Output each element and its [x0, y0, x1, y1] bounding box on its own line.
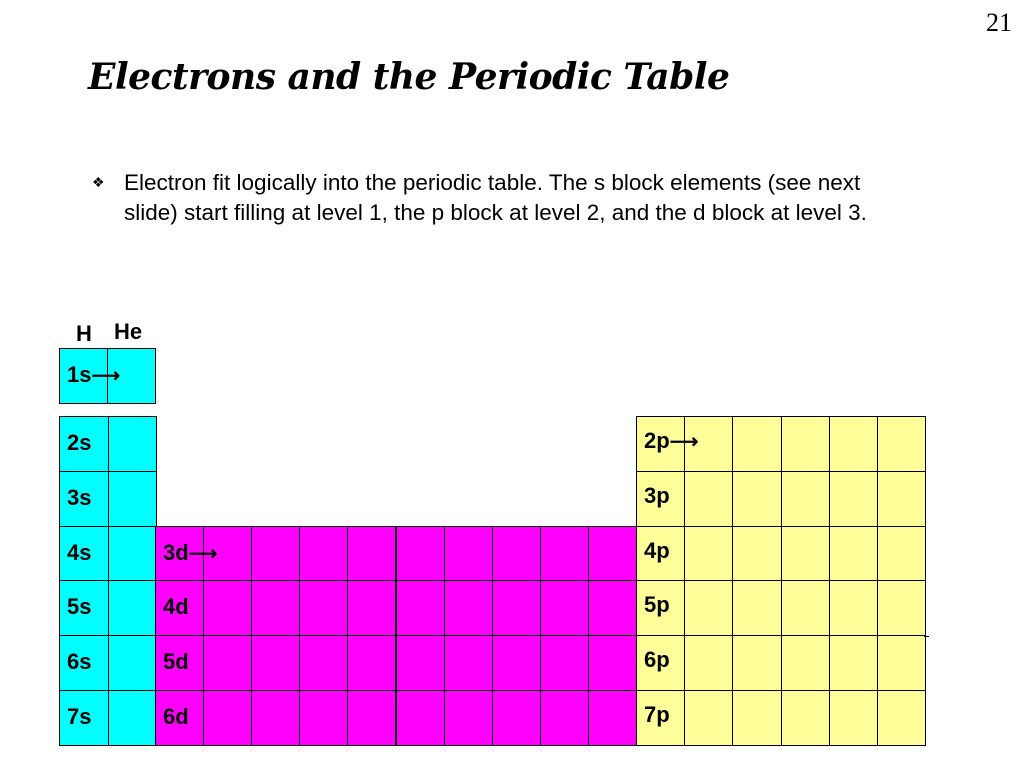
d-block-cell [299, 580, 348, 636]
d-block-cell [299, 526, 348, 582]
p-block-cell [829, 635, 878, 691]
p-block-cell [781, 416, 830, 472]
p-block-cell [732, 416, 781, 472]
right-arrow-icon: ⟶ [91, 365, 121, 387]
orbital-label-2s: 2s [67, 430, 92, 455]
d-block-cell [347, 635, 396, 691]
d-block-cell [251, 526, 300, 582]
p-block-cell [684, 635, 733, 691]
d-block-cell [203, 580, 252, 636]
p-block-cell [781, 471, 830, 527]
p-block-cell [877, 580, 926, 636]
p-block-cell [829, 690, 878, 746]
p-block-cell [829, 526, 878, 582]
p-block-cell [829, 416, 878, 472]
slide-title: Electrons and the Periodic Table [88, 56, 730, 98]
p-block-cell [684, 526, 733, 582]
orbital-label-7s: 7s [67, 704, 92, 729]
d-block-cell [444, 690, 493, 746]
page-number: 21 [986, 8, 1012, 37]
d-block-cell [396, 635, 445, 691]
d-block-cell [540, 580, 589, 636]
d-block-cell [347, 526, 396, 582]
bullet-text: Electron fit logically into the periodic table. The s block elements (see next slide) start filling at level 1, the p block at level 2, and the d block at level 3. [124, 170, 867, 225]
s-block-cell [108, 471, 158, 527]
p-block-cell [732, 526, 781, 582]
d-block-cell [251, 690, 300, 746]
s-block-cell [108, 635, 158, 691]
p-block-cell [732, 690, 781, 746]
p-block-cell [732, 471, 781, 527]
s-block-cell [108, 690, 158, 746]
orbital-label-2p: 2p⟶ [644, 428, 699, 453]
p-block-cell [781, 635, 830, 691]
p-block-cell [781, 526, 830, 582]
d-block-cell [347, 580, 396, 636]
orbital-label-3s: 3s [67, 484, 92, 510]
d-block-cell [540, 526, 589, 582]
p-block-cell [781, 580, 830, 636]
d-block-cell [299, 690, 348, 746]
d-block-cell [492, 635, 541, 691]
orbital-label-1s: 1s⟶ [67, 362, 121, 387]
p-block-cell [877, 416, 926, 472]
d-block-cell [492, 580, 541, 636]
d-block-cell [203, 635, 252, 691]
d-block-cell [251, 580, 300, 636]
orbital-label-6d: 6d [163, 704, 189, 729]
orbital-label-3d: 3d⟶ [163, 539, 218, 565]
d-block-cell [444, 635, 493, 691]
element-label-h: H [76, 321, 92, 346]
orbital-label-6s: 6s [67, 649, 92, 675]
p-block-cell [684, 471, 733, 527]
p-block-cell [877, 690, 926, 746]
s-block-cell [108, 416, 158, 472]
orbital-label-4p: 4p [644, 537, 670, 563]
d-block-cell [444, 526, 493, 582]
p-block-cell [829, 580, 878, 636]
orbital-label-5p: 5p [644, 592, 670, 618]
orbital-label-5s: 5s [67, 594, 92, 620]
orbital-label-6p: 6p [644, 647, 670, 673]
d-block-cell [492, 526, 541, 582]
d-block-cell [492, 690, 541, 746]
d-block-cell [396, 690, 445, 746]
p-block-cell [877, 471, 926, 527]
s-block-cell [108, 580, 158, 636]
d-block-cell [203, 690, 252, 746]
d-block-cell [299, 635, 348, 691]
d-block-cell [396, 526, 445, 582]
p-block-cell [877, 635, 926, 691]
p-block-cell [684, 690, 733, 746]
orbital-label-4d: 4d [163, 594, 189, 620]
d-block-cell [588, 526, 637, 582]
d-block-cell [588, 580, 637, 636]
d-block-cell [444, 580, 493, 636]
divider-line [924, 636, 929, 637]
orbital-label-5d: 5d [163, 649, 189, 675]
d-block-cell [540, 690, 589, 746]
s-block-cell [108, 526, 158, 582]
p-block-cell [781, 690, 830, 746]
element-label-he: He [114, 319, 143, 344]
d-block-cell [540, 635, 589, 691]
d-block-cell [588, 635, 637, 691]
d-block-cell [396, 580, 445, 636]
right-arrow-icon: ⟶ [188, 542, 218, 565]
p-block-cell [684, 580, 733, 636]
orbital-label-3p: 3p [644, 482, 670, 508]
d-block-cell [588, 690, 637, 746]
right-arrow-icon: ⟶ [669, 431, 699, 453]
orbital-label-7p: 7p [644, 702, 670, 727]
p-block-cell [732, 635, 781, 691]
d-block-cell [251, 635, 300, 691]
p-block-cell [877, 526, 926, 582]
p-block-cell [732, 580, 781, 636]
diamond-bullet-icon: ❖ [92, 174, 105, 190]
d-block-cell [347, 690, 396, 746]
orbital-label-4s: 4s [67, 539, 92, 565]
p-block-cell [829, 471, 878, 527]
